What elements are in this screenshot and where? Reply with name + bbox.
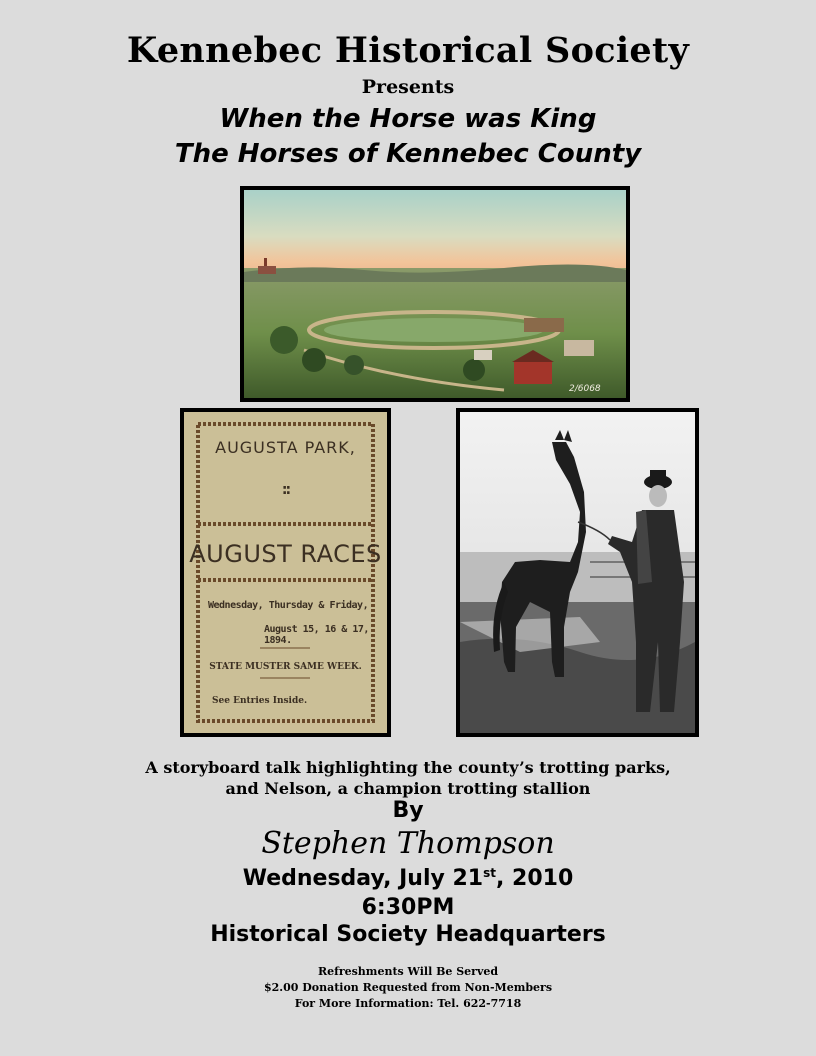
program-entries-note: See Entries Inside. [212, 696, 308, 706]
event-venue: Historical Society Headquarters [210, 922, 606, 947]
postcard-number: 2/6068 [569, 384, 601, 394]
event-time: 6:30PM [361, 895, 455, 920]
trotting-park-postcard-image [240, 186, 630, 402]
program-dates: August 15, 16 & 17, 1894. [264, 624, 369, 646]
race-program-image [180, 408, 391, 737]
presents-label: Presents [361, 76, 455, 98]
event-date-ordinal: st [483, 866, 497, 880]
nelson-stallion-photo [456, 408, 699, 737]
donation-note: $2.00 Donation Requested from Non-Members [263, 981, 553, 994]
event-description-line2: and Nelson, a champion trotting stallion [225, 779, 591, 798]
by-label: By [392, 798, 424, 823]
event-date-year: , 2010 [496, 866, 574, 891]
program-ornament: :: [281, 482, 290, 498]
event-title-line1: When the Horse was King [219, 104, 597, 134]
program-races-title: AUGUST RACES [189, 540, 382, 568]
organization-title: Kennebec Historical Society [126, 30, 690, 71]
event-title-line2: The Horses of Kennebec County [174, 139, 642, 169]
program-muster-note: STATE MUSTER SAME WEEK. [209, 662, 362, 672]
event-date-main: Wednesday, July 21 [242, 866, 484, 891]
event-date [0, 866, 816, 891]
speaker-name: Stephen Thompson [261, 826, 555, 861]
program-days: Wednesday, Thursday & Friday, [208, 600, 369, 611]
event-description-line1: A storyboard talk highlighting the county’s trotting parks, [145, 758, 671, 777]
refreshments-note: Refreshments Will Be Served [317, 965, 499, 978]
contact-info: For More Information: Tel. 622-7718 [294, 997, 522, 1010]
program-park-name: AUGUSTA PARK, [215, 438, 356, 457]
